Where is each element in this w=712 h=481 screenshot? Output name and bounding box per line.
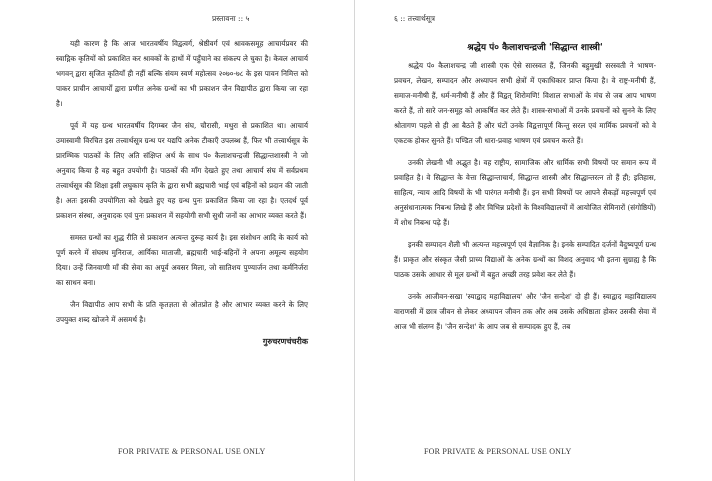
page-footer: FOR PRIVATE & PERSONAL USE ONLY: [118, 447, 266, 456]
paragraph: यही कारण है कि आज भारतवर्षीय विद्वत्वर्ग, श्रेष्ठीवर्ग एवं श्रावकसमूह आचार्यप्रवर की स्वाद्गिक कृतियों को प्रकाशित कर श्रावकों के हाथों में पहुँचाने का संकल्प ले चुका है। केवल आचार्य भगवन् द्वारा सृजित कृतियाँ ही नहीं बल्कि संयम स्वर्ण महोत्सव २०७०-७८ के इस पावन निमित्त को पाकर प्राचीन आचार्यों द्वारा प्रणीत अनेक ग्रन्थों का भी प्रकाशन जैन विद्यापीठ द्वारा किया जा रहा है।: [56, 39, 308, 108]
signature: गुरुचरणचंचरीक: [262, 336, 308, 346]
paragraph: समस्त ग्रन्थों का शुद्ध रीति से प्रकाशन अत्यन्त दुरूह कार्य है। इस संशोधन आदि के कार्य को पूर्ण करने में संघस्थ मुनिराज, आर्यिका माताजी, ब्रह्मचारी भाई-बहिनों ने अपना अमूल्य सहयोग दिया। उन्हें जिनवाणी माँ की सेवा का अपूर्व अवसर मिला, जो सातिशय पुण्यार्जन तथा कर्मनिर्जरा का साधन बना।: [56, 233, 308, 287]
paragraph: उनके आजीवन-सखा 'स्याद्वाद महाविद्यालय' और 'जैन सन्देश' दो ही हैं। स्याद्वाद महाविद्यालय वाराणसी में छात्र जीवन से लेकर अध्यापन जीवन तक और अब उसके अधिष्ठाता होकर उसकी सेवा में आज भी संलग्न हैं। 'जैन सन्देश' के आप जब से सम्पादक हुए हैं, तब: [394, 292, 656, 331]
paragraph: इनकी सम्पादन शैली भी अत्यन्त महत्त्वपूर्ण एवं वैज्ञानिक है। इनके सम्पादित दर्जनों वैदुष्यपूर्ण ग्रन्थ हैं। प्राकृत और संस्कृत जैसी प्राच्य विद्याओं के अनेक ग्रन्थों का विशद अनुवाद भी इतना सुग्राह्य है कि पाठक उसके आधार से मूल ग्रन्थों में बहुत अच्छी तरह प्रवेश कर लेते हैं।: [394, 240, 656, 279]
section-title: श्रद्धेय पं० कैलाशचन्द्रजी 'सिद्धान्त शास्त्री': [467, 43, 603, 53]
page-body: [56, 36, 308, 349]
page-footer: FOR PRIVATE & PERSONAL USE ONLY: [424, 447, 572, 456]
paragraph: उनकी लेखनी भी अद्भुत है। वह राष्ट्रीय, सामाजिक और धार्मिक सभी विषयों पर समान रूप में प्रवाहित है। वे सिद्धान्त के वेत्ता सिद्धान्ताचार्य, सिद्धान्त शास्त्री और सिद्धान्तरत्न तो हैं ही; इतिहास, साहित्य, न्याय आदि विषयों के भी पारंगत मनीषी हैं। इन सभी विषयों पर आपने सैकड़ों महत्त्वपूर्ण एवं अनुसंधानात्मक निबन्ध लिखे हैं और विभिन्न प्रदेशों के विश्वविद्यालयों में आयोजित सेमिनारों (संगोष्ठियों) में शोध निबन्ध पढ़े हैं।: [394, 158, 656, 227]
paragraph: जैन विद्यापीठ आप सभी के प्रति कृतज्ञता से ओतप्रोत है और आभार व्यक्त करने के लिए उपयुक्त शब्द खोजने में असमर्थ है।: [56, 300, 308, 324]
paragraph: श्रद्धेय पं० कैलाशचन्द्र जी शास्त्री एक ऐसे सारस्वत हैं, जिनकी बहुमुखी सरस्वती ने भाषण-प्रवचन, लेखन, सम्पादन और अध्यापन सभी क्षेत्रों में एकाधिकार प्राप्त किया है। वे राष्ट्र-मनीषी हैं, समाज-मनीषी हैं, धर्म-मनीषी हैं और हैं विद्वत् शिरोमणि! विशाल सभाओं के मंच से जब आप भाषण करते हैं, तो सारे जन-समूह को आकर्षित कर लेते हैं। शास्त्र-सभाओं में उनके प्रवचनों को सुनने के लिए श्रोतागण पहले से ही आ बैठते हैं और घंटों उनके विद्वत्तापूर्ण किन्तु सरल एवं मार्मिक प्रवचनों को वे एकटक होकर सुनते हैं। पण्डित जी धारा-प्रवाह भाषण एवं प्रवचन करते हैं।: [394, 61, 656, 145]
right-page: [358, 0, 712, 481]
page-header: प्रस्तावना :: ५: [212, 14, 250, 23]
paragraph: पूर्व में यह ग्रन्थ भारतवर्षीय दिगम्बर जैन संघ, चौरासी, मथुरा से प्रकाशित था। आचार्य उमास्वामी विरचित इस तत्त्वार्थसूत्र ग्रन्थ पर यद्यपि अनेक टीकाएँ उपलब्ध हैं, फिर भी तत्त्वार्थसूत्र के प्रारम्भिक पाठकों के लिए अति संक्षिप्त अर्थ के साथ पं० कैलाशचन्द्रजी सिद्धान्तशास्त्री ने जो अनुवाद किया है वह बहुत उपयोगी है। पाठकों की माँग देखते हुए तथा आचार्य संघ में सर्वप्रथम तत्त्वार्थसूत्र की शिक्षा इसी लघुकाय कृति के द्वारा सभी ब्रह्मचारी भाई एवं बहिनों को प्रदान की जाती है। अतः इसकी उपयोगिता को देखते हुए यह ग्रन्थ पुनः प्रकाशित किया जा रहा है। एतदर्थ पूर्व प्रकाशन संस्था, अनुवादक एवं पुनः प्रकाशन में सहयोगी सभी सुधी जनों का आभार व्यक्त करते हैं।: [56, 121, 308, 220]
left-page: [0, 0, 354, 481]
page-header: ६ :: तत्त्वार्थसूत्र: [394, 14, 436, 23]
page-body: [394, 58, 656, 341]
